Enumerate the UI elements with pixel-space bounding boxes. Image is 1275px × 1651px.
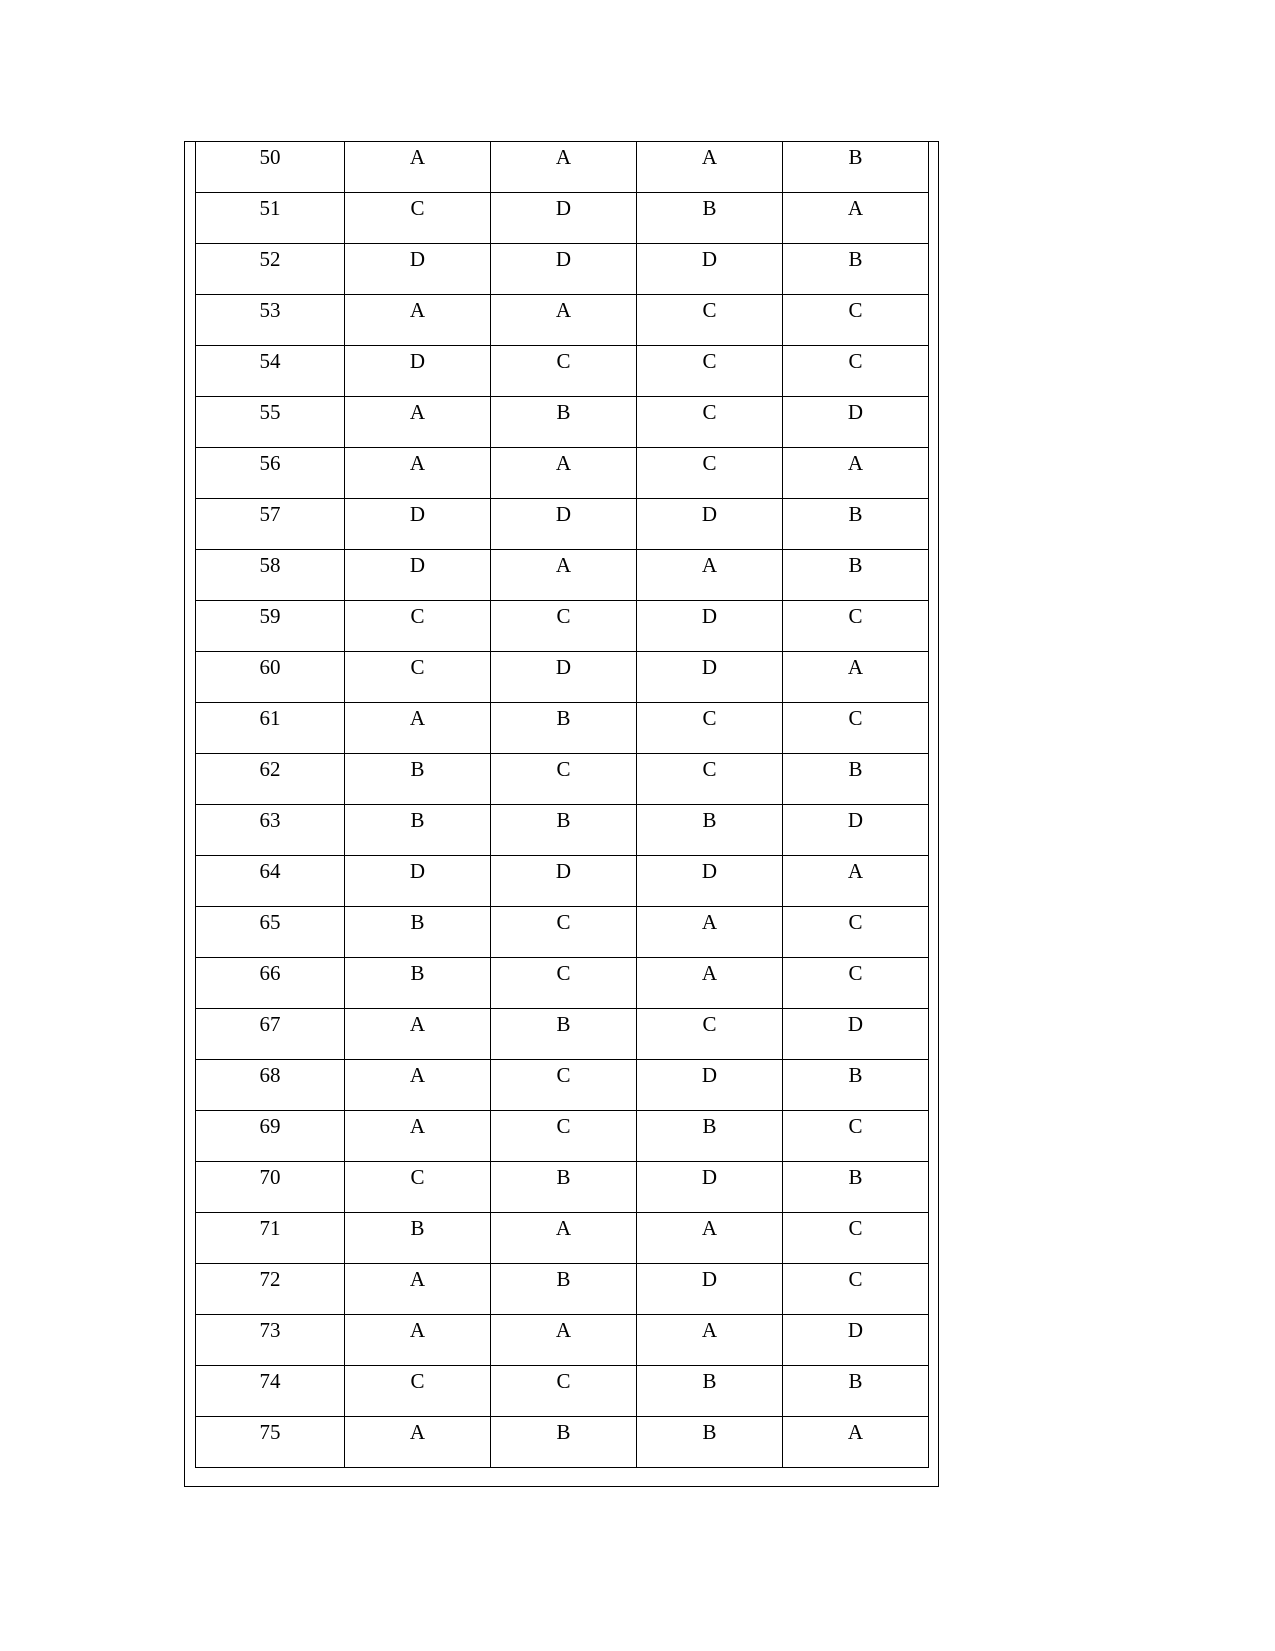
cell-text: A: [701, 553, 718, 577]
table-row: [196, 346, 929, 397]
answer-cell-set-1: [345, 1009, 491, 1060]
table-row: [196, 652, 929, 703]
answer-cell-set-2: [491, 1060, 637, 1111]
question-number-cell: [196, 1009, 345, 1060]
table-row: [196, 805, 929, 856]
cell-text: B: [410, 1216, 425, 1240]
answer-cell-set-1: [345, 499, 491, 550]
cell-text: A: [409, 400, 426, 424]
cell-text: 66: [259, 961, 281, 985]
answer-key-table: [195, 141, 929, 1468]
answer-cell-set-2: [491, 448, 637, 499]
cell-text: C: [556, 1063, 571, 1087]
question-number-cell: [196, 601, 345, 652]
answer-cell-set-4: [783, 448, 929, 499]
answer-cell-set-2: [491, 1264, 637, 1315]
question-number-cell: [196, 1162, 345, 1213]
cell-text: C: [848, 349, 863, 373]
answer-cell-set-3: [637, 1060, 783, 1111]
cell-text: D: [555, 502, 572, 526]
table-row: [196, 1162, 929, 1213]
cell-text: B: [556, 1420, 571, 1444]
answer-cell-set-4: [783, 397, 929, 448]
question-number-cell: [196, 142, 345, 193]
answer-cell-set-1: [345, 346, 491, 397]
answer-cell-set-3: [637, 601, 783, 652]
cell-text: 72: [259, 1267, 281, 1291]
cell-text: B: [848, 1063, 863, 1087]
answer-cell-set-4: [783, 1213, 929, 1264]
answer-cell-set-1: [345, 1315, 491, 1366]
answer-cell-set-1: [345, 397, 491, 448]
cell-text: D: [701, 1267, 718, 1291]
cell-text: C: [410, 1369, 425, 1393]
cell-text: A: [409, 1063, 426, 1087]
cell-text: D: [409, 859, 426, 883]
answer-cell-set-2: [491, 652, 637, 703]
table-row: [196, 907, 929, 958]
answer-cell-set-3: [637, 346, 783, 397]
cell-text: A: [555, 1216, 572, 1240]
cell-text: A: [847, 859, 864, 883]
cell-text: C: [556, 910, 571, 934]
answer-cell-set-1: [345, 244, 491, 295]
cell-text: B: [848, 1369, 863, 1393]
answer-cell-set-3: [637, 295, 783, 346]
answer-cell-set-2: [491, 1315, 637, 1366]
cell-text: C: [556, 1369, 571, 1393]
table-row: [196, 499, 929, 550]
cell-text: B: [410, 808, 425, 832]
cell-text: 62: [259, 757, 281, 781]
cell-text: D: [701, 655, 718, 679]
question-number-cell: [196, 703, 345, 754]
cell-text: 59: [259, 604, 281, 628]
question-number-cell: [196, 499, 345, 550]
answer-cell-set-2: [491, 703, 637, 754]
answer-cell-set-2: [491, 397, 637, 448]
answer-cell-set-4: [783, 805, 929, 856]
cell-text: 61: [259, 706, 281, 730]
answer-cell-set-4: [783, 244, 929, 295]
cell-text: 58: [259, 553, 281, 577]
cell-text: 67: [259, 1012, 281, 1036]
table-row: [196, 1264, 929, 1315]
cell-text: A: [409, 1420, 426, 1444]
answer-cell-set-2: [491, 295, 637, 346]
cell-text: C: [848, 1267, 863, 1291]
cell-text: D: [555, 655, 572, 679]
cell-text: C: [848, 298, 863, 322]
cell-text: 65: [259, 910, 281, 934]
answer-cell-set-3: [637, 1315, 783, 1366]
answer-cell-set-4: [783, 346, 929, 397]
cell-text: B: [848, 247, 863, 271]
cell-text: B: [848, 553, 863, 577]
cell-text: 60: [259, 655, 281, 679]
cell-text: 56: [259, 451, 281, 475]
cell-text: B: [702, 808, 717, 832]
cell-text: B: [410, 910, 425, 934]
answer-cell-set-4: [783, 1162, 929, 1213]
cell-text: A: [409, 298, 426, 322]
answer-cell-set-1: [345, 1417, 491, 1468]
answer-cell-set-1: [345, 142, 491, 193]
cell-text: 63: [259, 808, 281, 832]
table-row: [196, 601, 929, 652]
cell-text: B: [702, 1420, 717, 1444]
answer-cell-set-1: [345, 448, 491, 499]
cell-text: A: [701, 145, 718, 169]
cell-text: 51: [259, 196, 281, 220]
answer-cell-set-3: [637, 1111, 783, 1162]
cell-text: B: [848, 145, 863, 169]
answer-cell-set-2: [491, 1366, 637, 1417]
answer-cell-set-2: [491, 958, 637, 1009]
cell-text: B: [556, 706, 571, 730]
table-row: [196, 1315, 929, 1366]
answer-cell-set-3: [637, 856, 783, 907]
table-row: [196, 448, 929, 499]
cell-text: A: [701, 1318, 718, 1342]
answer-cell-set-4: [783, 856, 929, 907]
answer-cell-set-3: [637, 1009, 783, 1060]
cell-text: C: [848, 910, 863, 934]
answer-cell-set-2: [491, 601, 637, 652]
cell-text: 55: [259, 400, 281, 424]
cell-text: C: [848, 1216, 863, 1240]
table-row: [196, 1111, 929, 1162]
question-number-cell: [196, 1111, 345, 1162]
cell-text: B: [848, 502, 863, 526]
answer-cell-set-4: [783, 1060, 929, 1111]
cell-text: D: [409, 553, 426, 577]
answer-cell-set-1: [345, 754, 491, 805]
cell-text: C: [410, 1165, 425, 1189]
cell-text: D: [555, 859, 572, 883]
answer-cell-set-3: [637, 397, 783, 448]
answer-cell-set-3: [637, 1417, 783, 1468]
answer-cell-set-1: [345, 1213, 491, 1264]
cell-text: C: [702, 706, 717, 730]
table-row: [196, 550, 929, 601]
cell-text: B: [556, 1165, 571, 1189]
cell-text: 74: [259, 1369, 281, 1393]
cell-text: 54: [259, 349, 281, 373]
answer-cell-set-4: [783, 1111, 929, 1162]
question-number-cell: [196, 244, 345, 295]
question-number-cell: [196, 1264, 345, 1315]
cell-text: A: [701, 1216, 718, 1240]
cell-text: 50: [259, 145, 281, 169]
answer-cell-set-2: [491, 346, 637, 397]
answer-cell-set-3: [637, 703, 783, 754]
answer-cell-set-3: [637, 193, 783, 244]
cell-text: A: [555, 553, 572, 577]
question-number-cell: [196, 856, 345, 907]
cell-text: A: [409, 451, 426, 475]
cell-text: A: [555, 145, 572, 169]
answer-cell-set-4: [783, 295, 929, 346]
answer-cell-set-1: [345, 550, 491, 601]
answer-cell-set-4: [783, 1315, 929, 1366]
answer-cell-set-1: [345, 1060, 491, 1111]
cell-text: A: [409, 145, 426, 169]
answer-cell-set-4: [783, 907, 929, 958]
answer-cell-set-3: [637, 907, 783, 958]
cell-text: B: [848, 1165, 863, 1189]
cell-text: B: [556, 1012, 571, 1036]
cell-text: A: [847, 196, 864, 220]
cell-text: 64: [259, 859, 281, 883]
answer-cell-set-1: [345, 1366, 491, 1417]
cell-text: C: [702, 349, 717, 373]
cell-text: D: [847, 1012, 864, 1036]
cell-text: D: [701, 247, 718, 271]
answer-cell-set-3: [637, 244, 783, 295]
table-row: [196, 193, 929, 244]
cell-text: 57: [259, 502, 281, 526]
answer-cell-set-1: [345, 193, 491, 244]
cell-text: B: [702, 1114, 717, 1138]
table-row: [196, 1009, 929, 1060]
cell-text: A: [409, 1012, 426, 1036]
answer-cell-set-4: [783, 1009, 929, 1060]
answer-cell-set-3: [637, 1213, 783, 1264]
cell-text: D: [555, 247, 572, 271]
cell-text: D: [409, 247, 426, 271]
table-row: [196, 703, 929, 754]
table-row: [196, 1417, 929, 1468]
cell-text: 73: [259, 1318, 281, 1342]
table-row: [196, 1060, 929, 1111]
answer-cell-set-1: [345, 703, 491, 754]
answer-cell-set-2: [491, 550, 637, 601]
cell-text: C: [702, 298, 717, 322]
answer-cell-set-4: [783, 703, 929, 754]
answer-cell-set-2: [491, 244, 637, 295]
cell-text: C: [410, 196, 425, 220]
answer-cell-set-4: [783, 550, 929, 601]
answer-cell-set-2: [491, 805, 637, 856]
answer-cell-set-4: [783, 958, 929, 1009]
answer-cell-set-1: [345, 1111, 491, 1162]
cell-text: D: [555, 196, 572, 220]
cell-text: B: [556, 1267, 571, 1291]
cell-text: A: [409, 1114, 426, 1138]
answer-cell-set-1: [345, 601, 491, 652]
cell-text: D: [847, 808, 864, 832]
cell-text: A: [701, 961, 718, 985]
cell-text: D: [409, 349, 426, 373]
answer-cell-set-2: [491, 907, 637, 958]
cell-text: C: [702, 400, 717, 424]
question-number-cell: [196, 958, 345, 1009]
question-number-cell: [196, 193, 345, 244]
table-row: [196, 1213, 929, 1264]
cell-text: C: [410, 655, 425, 679]
question-number-cell: [196, 1417, 345, 1468]
cell-text: B: [702, 1369, 717, 1393]
answer-cell-set-1: [345, 958, 491, 1009]
answer-cell-set-2: [491, 193, 637, 244]
cell-text: C: [556, 961, 571, 985]
answer-cell-set-3: [637, 958, 783, 1009]
cell-text: B: [410, 961, 425, 985]
answer-cell-set-2: [491, 142, 637, 193]
cell-text: C: [556, 604, 571, 628]
answer-cell-set-3: [637, 142, 783, 193]
answer-cell-set-1: [345, 295, 491, 346]
answer-cell-set-2: [491, 856, 637, 907]
answer-cell-set-4: [783, 142, 929, 193]
cell-text: B: [848, 757, 863, 781]
answer-cell-set-3: [637, 1264, 783, 1315]
answer-cell-set-4: [783, 193, 929, 244]
cell-text: B: [410, 757, 425, 781]
cell-text: 69: [259, 1114, 281, 1138]
cell-text: A: [847, 655, 864, 679]
answer-key-body: [196, 142, 929, 1468]
cell-text: C: [556, 349, 571, 373]
table-row: [196, 856, 929, 907]
cell-text: 75: [259, 1420, 281, 1444]
answer-cell-set-3: [637, 1162, 783, 1213]
table-row: [196, 754, 929, 805]
question-number-cell: [196, 1213, 345, 1264]
answer-cell-set-2: [491, 754, 637, 805]
answer-cell-set-4: [783, 652, 929, 703]
answer-cell-set-3: [637, 499, 783, 550]
answer-cell-set-2: [491, 1417, 637, 1468]
answer-cell-set-4: [783, 1417, 929, 1468]
answer-cell-set-2: [491, 1213, 637, 1264]
cell-text: C: [702, 757, 717, 781]
cell-text: A: [409, 1267, 426, 1291]
answer-cell-set-3: [637, 805, 783, 856]
answer-cell-set-3: [637, 652, 783, 703]
cell-text: A: [555, 1318, 572, 1342]
question-number-cell: [196, 448, 345, 499]
answer-cell-set-4: [783, 1366, 929, 1417]
cell-text: C: [848, 1114, 863, 1138]
answer-cell-set-2: [491, 1009, 637, 1060]
cell-text: A: [555, 298, 572, 322]
cell-text: D: [701, 859, 718, 883]
answer-cell-set-2: [491, 1162, 637, 1213]
question-number-cell: [196, 805, 345, 856]
answer-cell-set-1: [345, 805, 491, 856]
question-number-cell: [196, 907, 345, 958]
cell-text: C: [848, 961, 863, 985]
cell-text: A: [847, 1420, 864, 1444]
answer-cell-set-3: [637, 550, 783, 601]
table-row: [196, 1366, 929, 1417]
cell-text: C: [702, 451, 717, 475]
answer-cell-set-2: [491, 1111, 637, 1162]
cell-text: B: [556, 808, 571, 832]
answer-cell-set-3: [637, 754, 783, 805]
question-number-cell: [196, 1315, 345, 1366]
cell-text: D: [409, 502, 426, 526]
cell-text: A: [409, 706, 426, 730]
answer-cell-set-4: [783, 499, 929, 550]
cell-text: C: [410, 604, 425, 628]
table-row: [196, 244, 929, 295]
cell-text: D: [701, 604, 718, 628]
question-number-cell: [196, 1366, 345, 1417]
cell-text: D: [701, 1063, 718, 1087]
question-number-cell: [196, 295, 345, 346]
cell-text: D: [701, 502, 718, 526]
question-number-cell: [196, 346, 345, 397]
cell-text: 53: [259, 298, 281, 322]
question-number-cell: [196, 397, 345, 448]
answer-cell-set-3: [637, 1366, 783, 1417]
question-number-cell: [196, 550, 345, 601]
cell-text: B: [556, 400, 571, 424]
answer-cell-set-1: [345, 1264, 491, 1315]
table-row: [196, 958, 929, 1009]
cell-text: A: [555, 451, 572, 475]
answer-cell-set-2: [491, 499, 637, 550]
table-row: [196, 295, 929, 346]
cell-text: C: [848, 706, 863, 730]
answer-cell-set-4: [783, 1264, 929, 1315]
cell-text: A: [701, 910, 718, 934]
cell-text: A: [409, 1318, 426, 1342]
cell-text: 68: [259, 1063, 281, 1087]
answer-cell-set-1: [345, 856, 491, 907]
cell-text: C: [702, 1012, 717, 1036]
cell-text: C: [556, 1114, 571, 1138]
cell-text: D: [701, 1165, 718, 1189]
answer-cell-set-4: [783, 601, 929, 652]
answer-cell-set-3: [637, 448, 783, 499]
cell-text: 71: [259, 1216, 281, 1240]
cell-text: A: [847, 451, 864, 475]
cell-text: D: [847, 1318, 864, 1342]
question-number-cell: [196, 652, 345, 703]
cell-text: C: [848, 604, 863, 628]
table-row: [196, 397, 929, 448]
cell-text: C: [556, 757, 571, 781]
cell-text: 70: [259, 1165, 281, 1189]
answer-cell-set-1: [345, 652, 491, 703]
answer-cell-set-1: [345, 907, 491, 958]
answer-cell-set-1: [345, 1162, 491, 1213]
question-number-cell: [196, 754, 345, 805]
cell-text: B: [702, 196, 717, 220]
answer-cell-set-4: [783, 754, 929, 805]
question-number-cell: [196, 1060, 345, 1111]
cell-text: 52: [259, 247, 281, 271]
cell-text: D: [847, 400, 864, 424]
table-row: [196, 142, 929, 193]
